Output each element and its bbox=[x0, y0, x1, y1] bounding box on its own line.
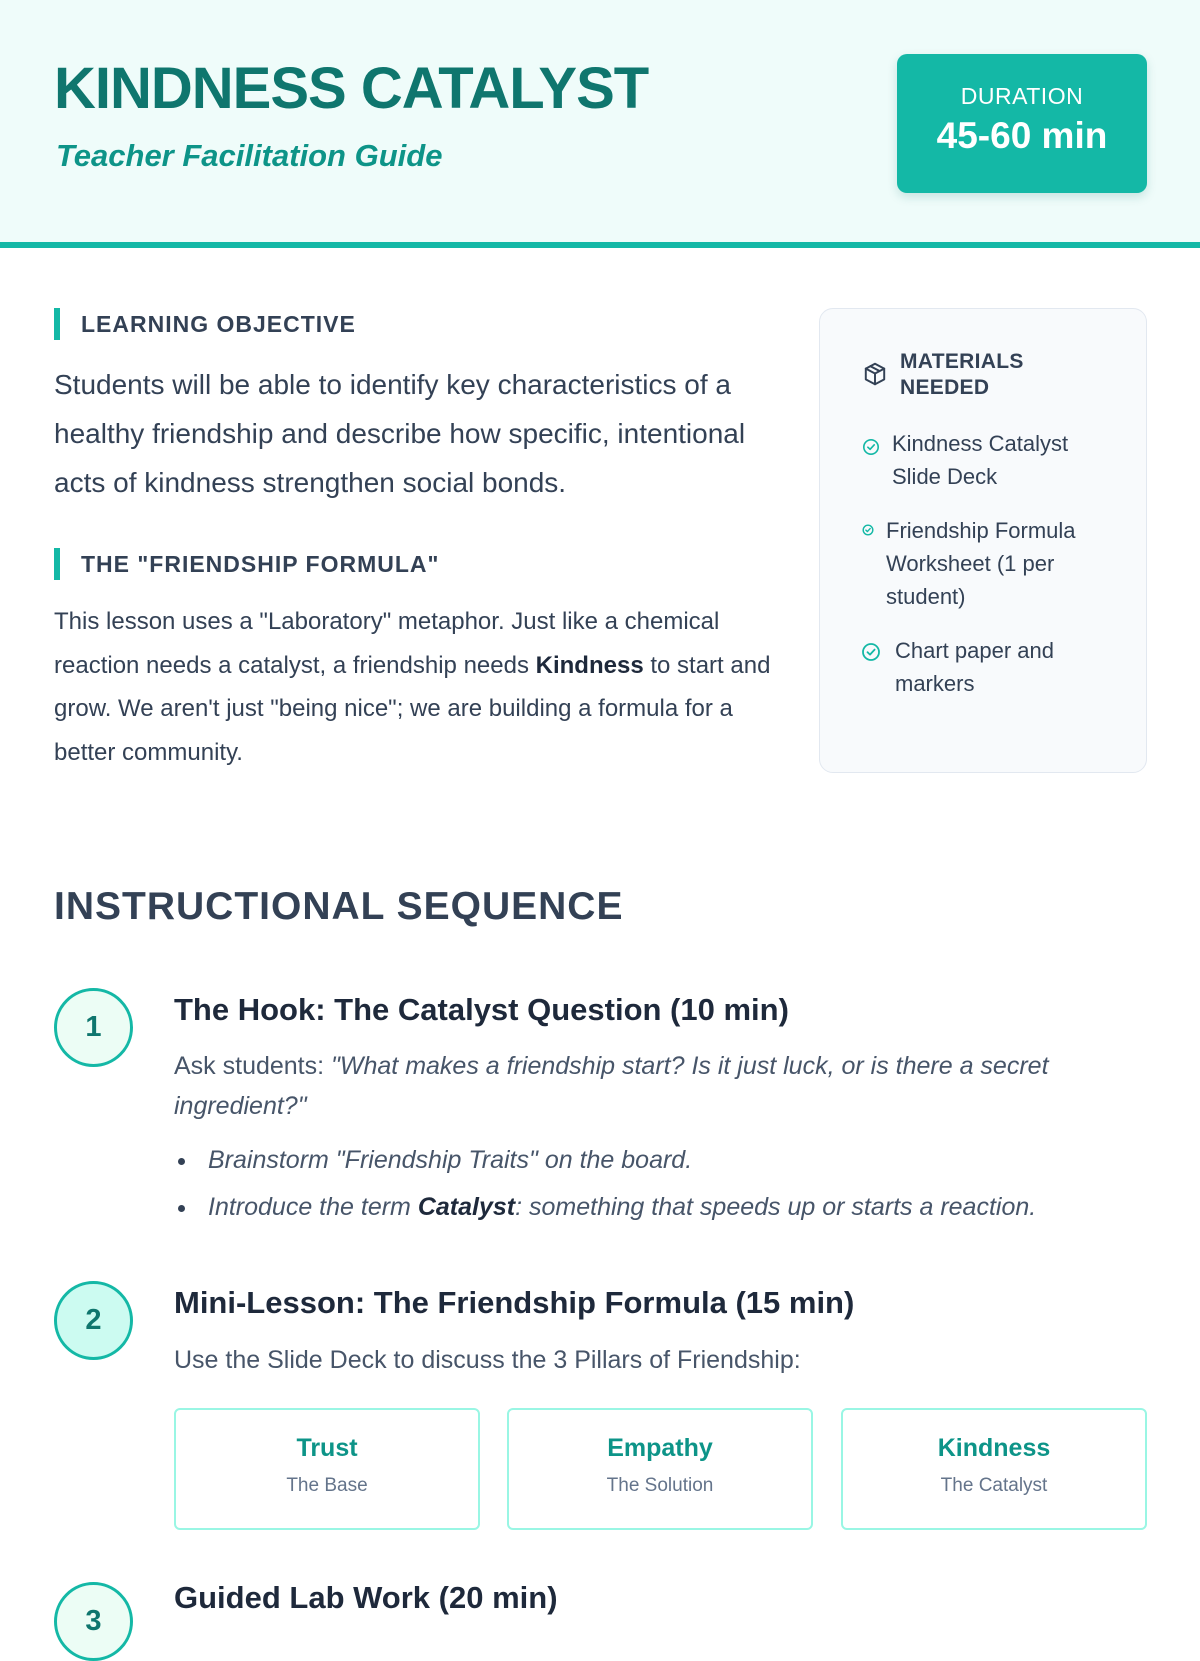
page-subtitle: Teacher Facilitation Guide bbox=[56, 138, 443, 173]
objective-text: Students will be able to identify key characteristics of a healthy friendship and describe how specific, intentional acts of kindness strengthen social bonds. bbox=[54, 369, 746, 498]
step-intro-lead: Ask students: bbox=[174, 1052, 332, 1080]
list-item-lead: Introduce the term bbox=[208, 1193, 418, 1221]
check-circle-icon bbox=[862, 524, 874, 536]
step-number-badge: 2 bbox=[54, 1281, 133, 1360]
pillar-name: Kindness bbox=[937, 1434, 1051, 1462]
list-item-tail: : something that speeds up or starts a reaction. bbox=[515, 1193, 1037, 1221]
materials-card bbox=[819, 308, 1147, 773]
page-title: KINDNESS CATALYST bbox=[54, 56, 649, 121]
formula-heading: THE "FRIENDSHIP FORMULA" bbox=[54, 548, 439, 580]
pillar-name: Trust bbox=[296, 1434, 358, 1462]
duration-badge bbox=[897, 54, 1147, 193]
materials-item: Friendship Formula Worksheet (1 per student) bbox=[886, 518, 1076, 609]
materials-item: Kindness Catalyst Slide Deck bbox=[892, 431, 1069, 489]
list-item-bold: Catalyst bbox=[417, 1193, 516, 1221]
step-title: Guided Lab Work (20 min) bbox=[174, 1580, 558, 1615]
step-quote: "What makes a friendship start? Is it just luck, or is there a secret ingredient?" bbox=[174, 1052, 1049, 1120]
pillar-card-empathy bbox=[507, 1408, 813, 1530]
formula-text-intro: This lesson uses a "Laboratory" metaphor. Just like a chemical reaction needs a catalyst, a friendship needs bbox=[54, 608, 720, 679]
step-intro bbox=[174, 1046, 1134, 1126]
formula-text-bold: Kindness bbox=[535, 651, 644, 679]
formula-text-outro: to start and grow. We aren't just "being nice"; we are building a formula for a better community. bbox=[54, 651, 771, 766]
pillar-name: Empathy bbox=[607, 1434, 713, 1462]
list-item bbox=[174, 1184, 1154, 1231]
formula-text bbox=[54, 600, 774, 774]
pillar-card-trust bbox=[174, 1408, 480, 1530]
duration-value: 45-60 min bbox=[936, 115, 1108, 156]
step-title: Mini-Lesson: The Friendship Formula (15 min) bbox=[174, 1285, 855, 1320]
step-bullet-list bbox=[174, 1137, 1154, 1231]
materials-item: Chart paper and markers bbox=[895, 638, 1054, 696]
page-header bbox=[0, 0, 1200, 248]
pillar-card-kindness bbox=[841, 1408, 1147, 1530]
step-number-badge: 3 bbox=[54, 1582, 133, 1661]
duration-label: DURATION bbox=[960, 83, 1084, 109]
package-icon bbox=[862, 361, 888, 387]
sequence-title: INSTRUCTIONAL SEQUENCE bbox=[54, 885, 624, 928]
step-title: The Hook: The Catalyst Question (10 min) bbox=[174, 992, 789, 1027]
pillar-subtitle: The Catalyst bbox=[940, 1475, 1048, 1496]
objective-heading: LEARNING OBJECTIVE bbox=[54, 308, 356, 340]
step-intro: Use the Slide Deck to discuss the 3 Pillars of Friendship: bbox=[174, 1346, 801, 1374]
list-item: Brainstorm "Friendship Traits" on the board. bbox=[174, 1137, 1154, 1184]
check-circle-icon bbox=[861, 642, 881, 662]
materials-title: MATERIALS NEEDED bbox=[900, 350, 1024, 399]
pillar-subtitle: The Solution bbox=[606, 1475, 714, 1496]
pillar-subtitle: The Base bbox=[286, 1475, 368, 1496]
check-circle-icon bbox=[862, 438, 880, 456]
step-number-badge: 1 bbox=[54, 988, 133, 1067]
